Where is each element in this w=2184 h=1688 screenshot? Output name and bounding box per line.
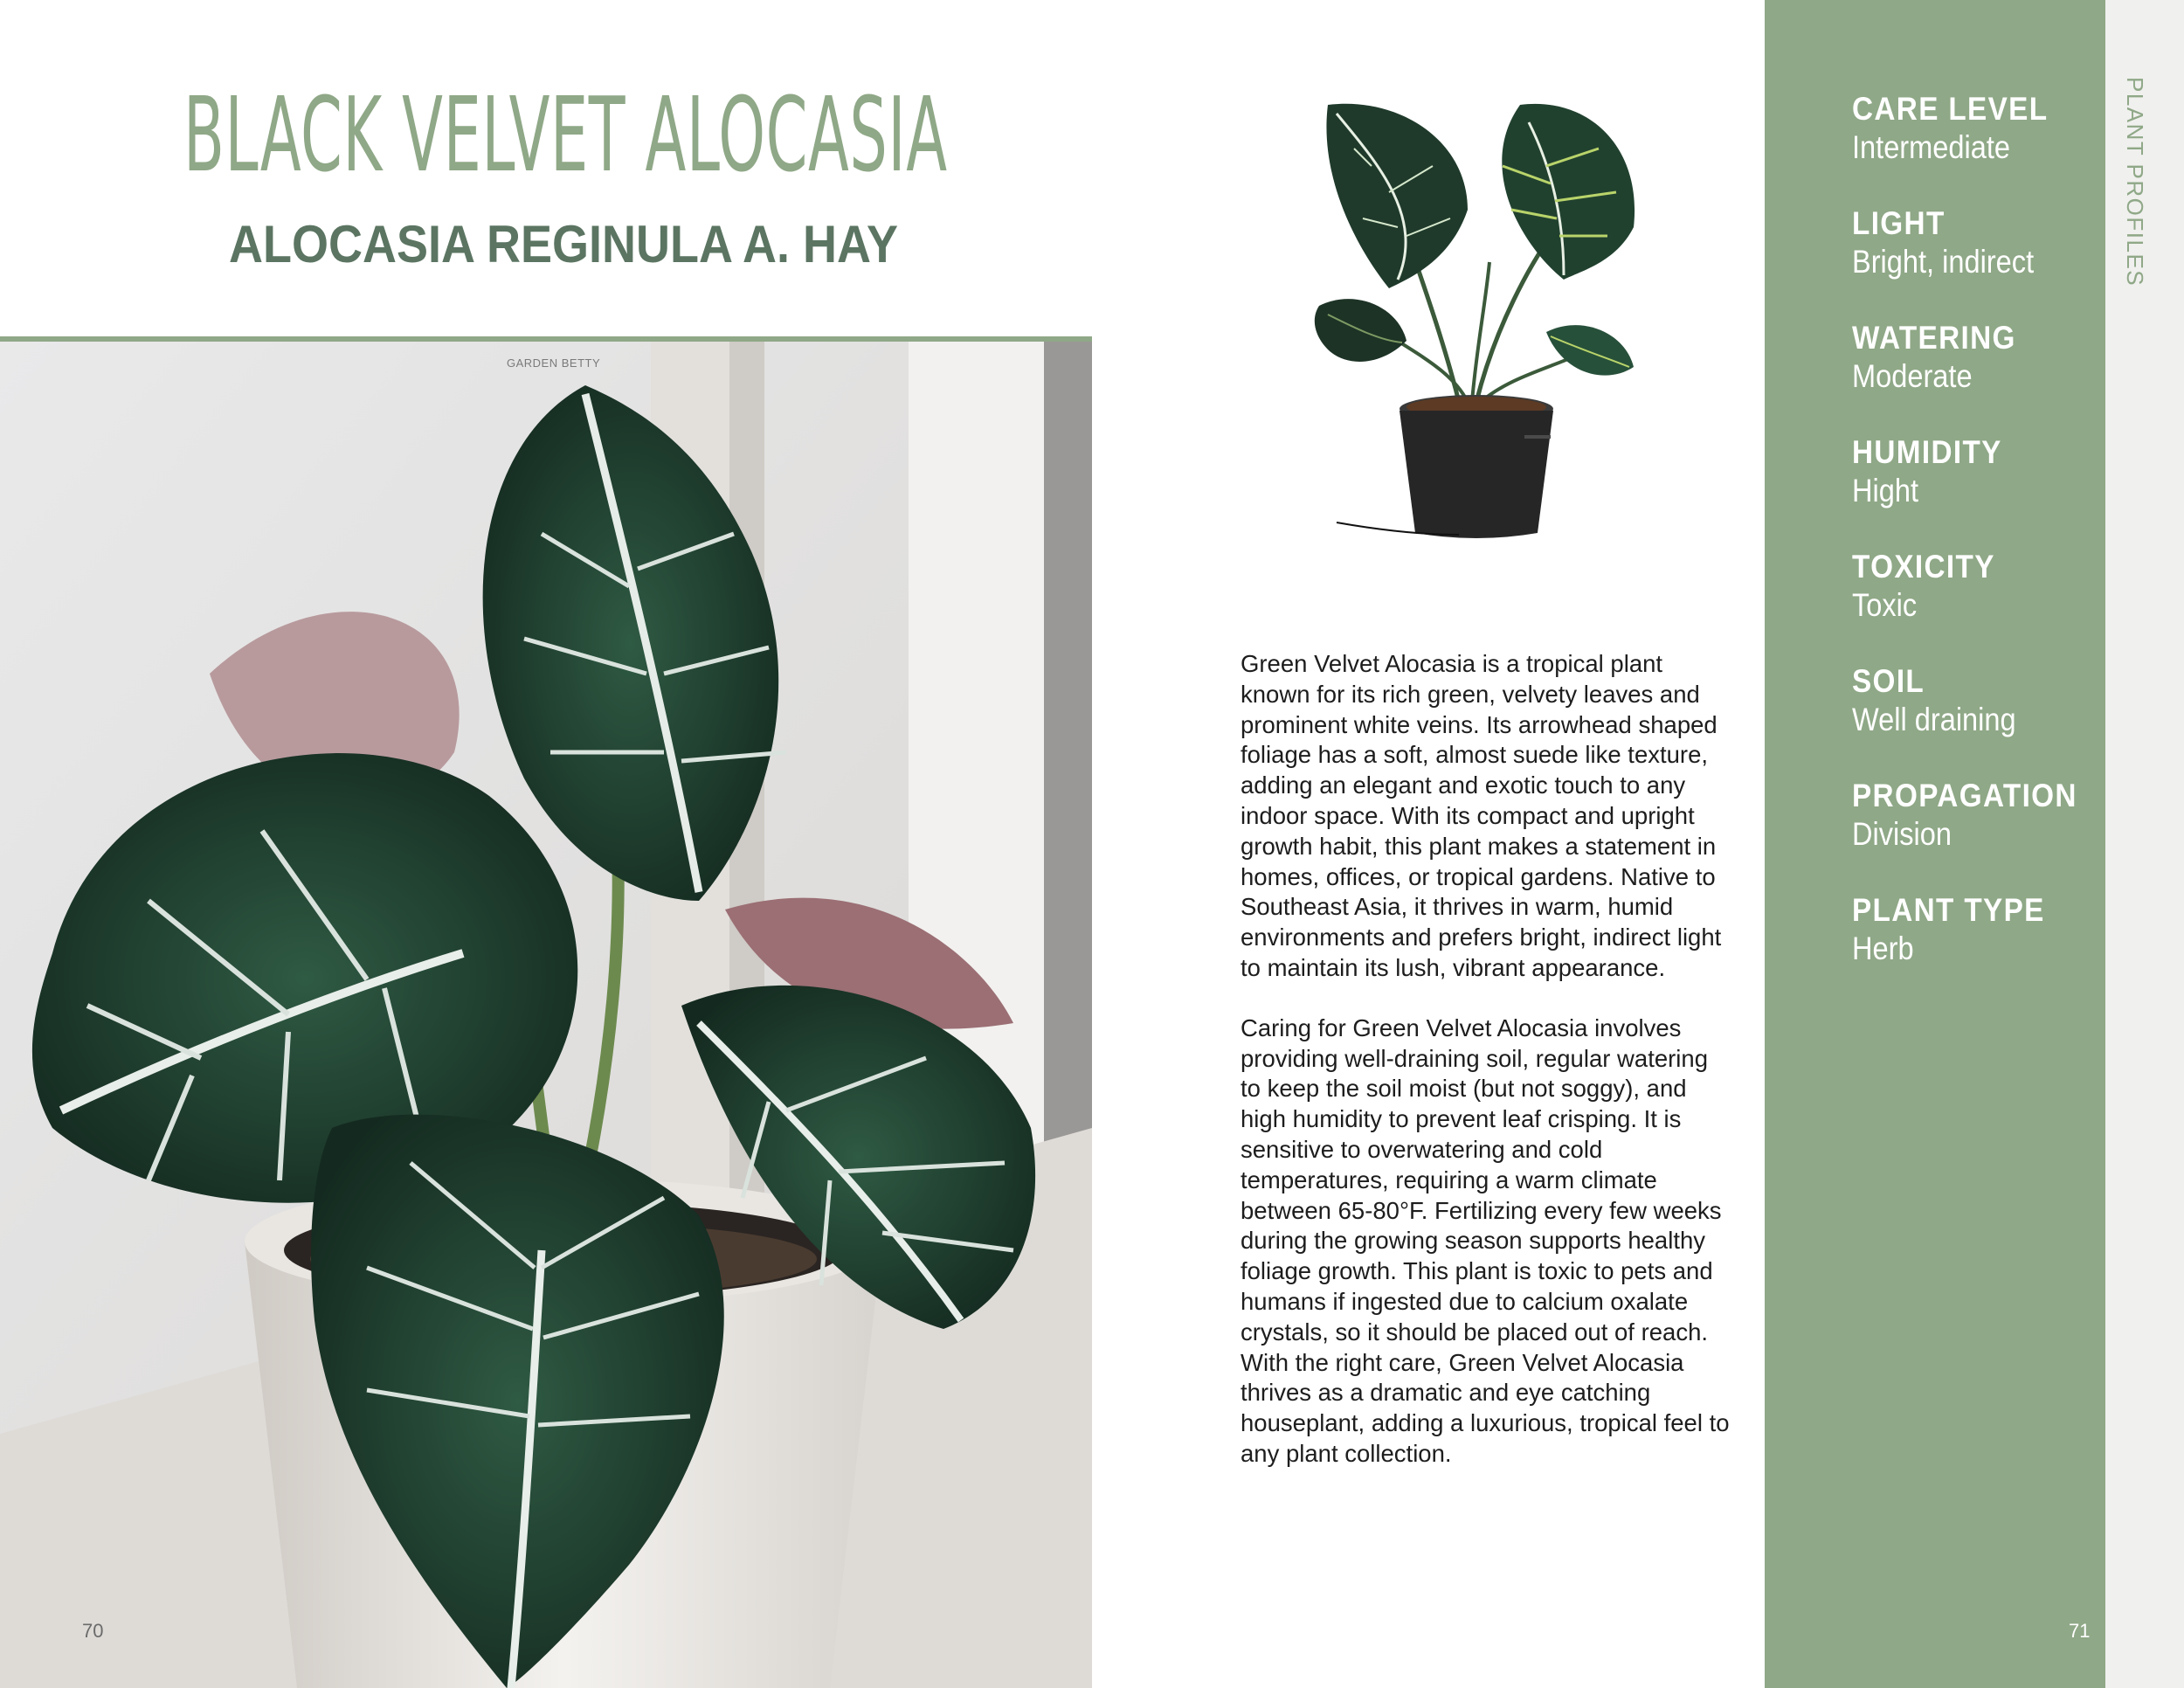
page-title: BLACK VELVET ALOCASIA (183, 74, 948, 195)
botanical-name: ALOCASIA REGINULA A. HAY (229, 215, 899, 273)
care-item-humidity (1852, 433, 2102, 548)
care-label: CARE LEVEL (1852, 91, 2049, 127)
page-number-left: 70 (82, 1620, 104, 1642)
care-value: Moderate (1852, 358, 1973, 394)
section-tab: PLANT PROFILES (2122, 77, 2148, 287)
care-value: Bright, indirect (1852, 244, 2035, 280)
care-item-propagation (1852, 777, 2102, 891)
care-label: PROPAGATION (1852, 778, 2077, 813)
care-item-plant-type (1852, 891, 2102, 1006)
description-paragraph-2: Caring for Green Velvet Alocasia involves providing well-draining soil, regular watering to keep the soil moist (but not soggy), and high humidity to prevent leaf crisping. It is sensitive to overwatering and cold temperatures, requiring a warm climate between 65-80°F. Fertilizing every few weeks during the growing season supports healthy foliage growth. This plant is toxic to pets and humans if ingested due to calcium oxalate crystals, so it should be placed out of reach. With the right care, Green Velvet Alocasia thrives as a dramatic and eye catching houseplant, adding a luxurious, tropical feel to any plant collection. (1241, 1013, 1730, 1467)
care-list (1852, 90, 2102, 1006)
plant-illustration (1302, 87, 1651, 550)
care-value: Division (1852, 816, 1952, 852)
care-label: PLANT TYPE (1852, 892, 2045, 928)
care-value: Hight (1852, 473, 1919, 508)
care-item-light (1852, 204, 2102, 319)
care-item-watering (1852, 319, 2102, 433)
description-paragraph-1: Green Velvet Alocasia is a tropical plant known for its rich green, velvety leaves and prominent white veins. Its arrowhead shaped foliage has a soft, almost suede like texture, adding an elegant and exotic touch to any indoor space. With its compact and upright growth habit, this plant makes a statement in homes, offices, or tropical gardens. Native to Southeast Asia, it thrives in warm, humid environments and prefers bright, indirect light to maintain its lush, vibrant appearance. (1241, 650, 1722, 981)
care-value: Intermediate (1852, 129, 2010, 165)
plant-photo (0, 342, 1092, 1688)
care-label: LIGHT (1852, 205, 1946, 241)
care-label: TOXICITY (1852, 549, 1995, 585)
care-item-toxicity (1852, 548, 2102, 662)
care-label: HUMIDITY (1852, 434, 2002, 470)
photo-credit: GARDEN BETTY (507, 356, 601, 370)
care-value: Well draining (1852, 702, 2016, 737)
plant-description (1241, 649, 1730, 1499)
page-number-right: 71 (2069, 1620, 2091, 1642)
care-value: Herb (1852, 930, 1914, 966)
care-value: Toxic (1852, 587, 1918, 623)
care-label: SOIL (1852, 663, 1925, 699)
care-sidebar (1765, 0, 2105, 1688)
care-item-care-level (1852, 90, 2102, 204)
care-label: WATERING (1852, 320, 2016, 356)
care-item-soil (1852, 662, 2102, 777)
